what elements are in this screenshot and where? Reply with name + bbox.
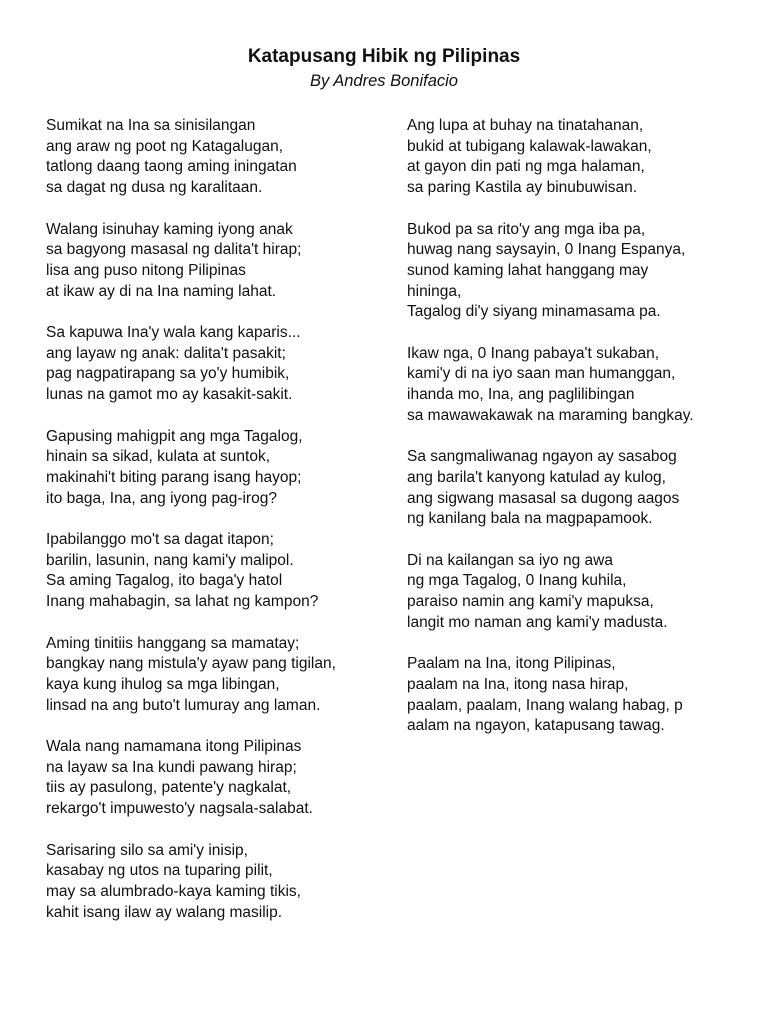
poem-line: lisa ang puso nitong Pilipinas bbox=[46, 261, 246, 279]
poem-line: Tagalog di'y siyang minamasama pa. bbox=[407, 303, 661, 321]
poem-line: Gapusing mahigpit ang mga Tagalog, bbox=[46, 427, 303, 445]
poem-line: aalam na ngayon, katapusang tawag. bbox=[407, 717, 665, 735]
poem-line: sa dagat ng dusa ng karalitaan. bbox=[46, 179, 263, 197]
poem-line: kaya kung ihulog sa mga libingan, bbox=[46, 675, 280, 693]
poem-line: ng mga Tagalog, 0 Inang kuhila, bbox=[407, 572, 627, 590]
poem-line: bukid at tubigang kalawak-lawakan, bbox=[407, 137, 652, 155]
poem-title: Katapusang Hibik ng Pilipinas bbox=[247, 46, 521, 67]
poem-line: hinain sa sikad, kulata at suntok, bbox=[46, 448, 271, 466]
poem-line: sa bagyong masasal ng dalita't hirap; bbox=[46, 241, 302, 259]
poem-line: Walang isinuhay kaming iyong anak bbox=[46, 220, 293, 238]
poem-line: makinahi't biting parang isang hayop; bbox=[46, 468, 302, 486]
poem-line: kasabay ng utos na tuparing pilit, bbox=[46, 862, 273, 880]
poem-line: ang sigwang masasal sa dugong aagos bbox=[407, 489, 680, 507]
poem-line: huwag nang saysayin, 0 Inang Espanya, bbox=[407, 241, 686, 259]
poem-line: ang layaw ng anak: dalita't pasakit; bbox=[46, 344, 286, 362]
poem-line: tiis ay pasulong, patente'y nagkalat, bbox=[46, 779, 292, 797]
poem-line: Sumikat na Ina sa sinisilangan bbox=[46, 117, 256, 134]
poem-line: kahit isang ilaw ay walang masilip. bbox=[46, 903, 283, 921]
poem-line: barilin, lasunin, nang kami'y malipol. bbox=[46, 551, 294, 569]
poem-author: By Andres Bonifacio bbox=[310, 72, 458, 90]
poem-line: at ikaw ay di na Ina naming lahat. bbox=[46, 282, 277, 300]
poem-line: tatlong daang taong aming iningatan bbox=[46, 158, 297, 176]
poem-line: hininga, bbox=[407, 282, 462, 300]
poem-line: Aming tinitiis hanggang sa mamatay; bbox=[46, 634, 300, 652]
poem-line: lunas na gamot mo ay kasakit-sakit. bbox=[46, 386, 293, 404]
poem-line: ng kanilang bala na magpapamook. bbox=[407, 510, 653, 528]
poem-line: sa paring Kastila ay binubuwisan. bbox=[407, 179, 638, 197]
poem-line: at gayon din pati ng mga halaman, bbox=[407, 158, 645, 176]
poem-line: Paalam na Ina, itong Pilipinas, bbox=[407, 655, 616, 673]
poem-line: ang barila't kanyong katulad ay kulog, bbox=[407, 468, 666, 486]
poem-line: Ipabilanggo mo't sa dagat itapon; bbox=[46, 531, 274, 548]
poem-line: rekargo't impuwesto'y nagsala-salabat. bbox=[46, 800, 313, 818]
poem-line: paalam na Ina, itong nasa hirap, bbox=[407, 675, 629, 693]
poem-line: kami'y di na iyo saan man humanggan, bbox=[407, 365, 676, 383]
poem-line: langit mo naman ang kami'y madusta. bbox=[407, 613, 668, 631]
right-column bbox=[407, 0, 752, 1024]
poem-line: paalam, paalam, Inang walang habag, p bbox=[407, 696, 683, 714]
poem-line: sunod kaming lahat hanggang may bbox=[407, 261, 649, 279]
poem-line: Di na kailangan sa iyo ng awa bbox=[407, 551, 613, 569]
poem-line: Sa aming Tagalog, ito baga'y hatol bbox=[46, 572, 283, 590]
poem-line: may sa alumbrado-kaya kaming tikis, bbox=[46, 882, 301, 900]
left-column bbox=[46, 0, 386, 1024]
poem-line: Ang lupa at buhay na tinatahanan, bbox=[407, 117, 644, 134]
poem-line: paraiso namin ang kami'y mapuksa, bbox=[407, 593, 654, 611]
poem-line: linsad na ang buto't lumuray ang laman. bbox=[46, 696, 321, 714]
poem-line: Sa kapuwa Ina'y wala kang kaparis... bbox=[46, 324, 301, 341]
poem-line: Sarisaring silo sa ami'y inisip, bbox=[46, 841, 248, 859]
poem-line: ihanda mo, Ina, ang paglilibingan bbox=[407, 386, 635, 404]
poem-line: na layaw sa Ina kundi pawang hirap; bbox=[46, 758, 297, 776]
poem-line: Sa sangmaliwanag ngayon ay sasabog bbox=[407, 448, 677, 466]
poem-line: pag nagpatirapang sa yo'y humibik, bbox=[46, 365, 290, 383]
poem-line: Wala nang namamana itong Pilipinas bbox=[46, 738, 302, 755]
poem-line: ito baga, Ina, ang iyong pag-irog? bbox=[46, 489, 277, 507]
poem-line: sa mawawakawak na maraming bangkay. bbox=[407, 406, 694, 424]
poem-line: Ikaw nga, 0 Inang pabaya't sukaban, bbox=[407, 344, 660, 362]
poem-line: bangkay nang mistula'y ayaw pang tigilan, bbox=[46, 655, 336, 673]
poem-line: Inang mahabagin, sa lahat ng kampon? bbox=[46, 593, 319, 611]
poem-line: ang araw ng poot ng Katagalugan, bbox=[46, 137, 283, 155]
poem-line: Bukod pa sa rito'y ang mga iba pa, bbox=[407, 220, 646, 238]
